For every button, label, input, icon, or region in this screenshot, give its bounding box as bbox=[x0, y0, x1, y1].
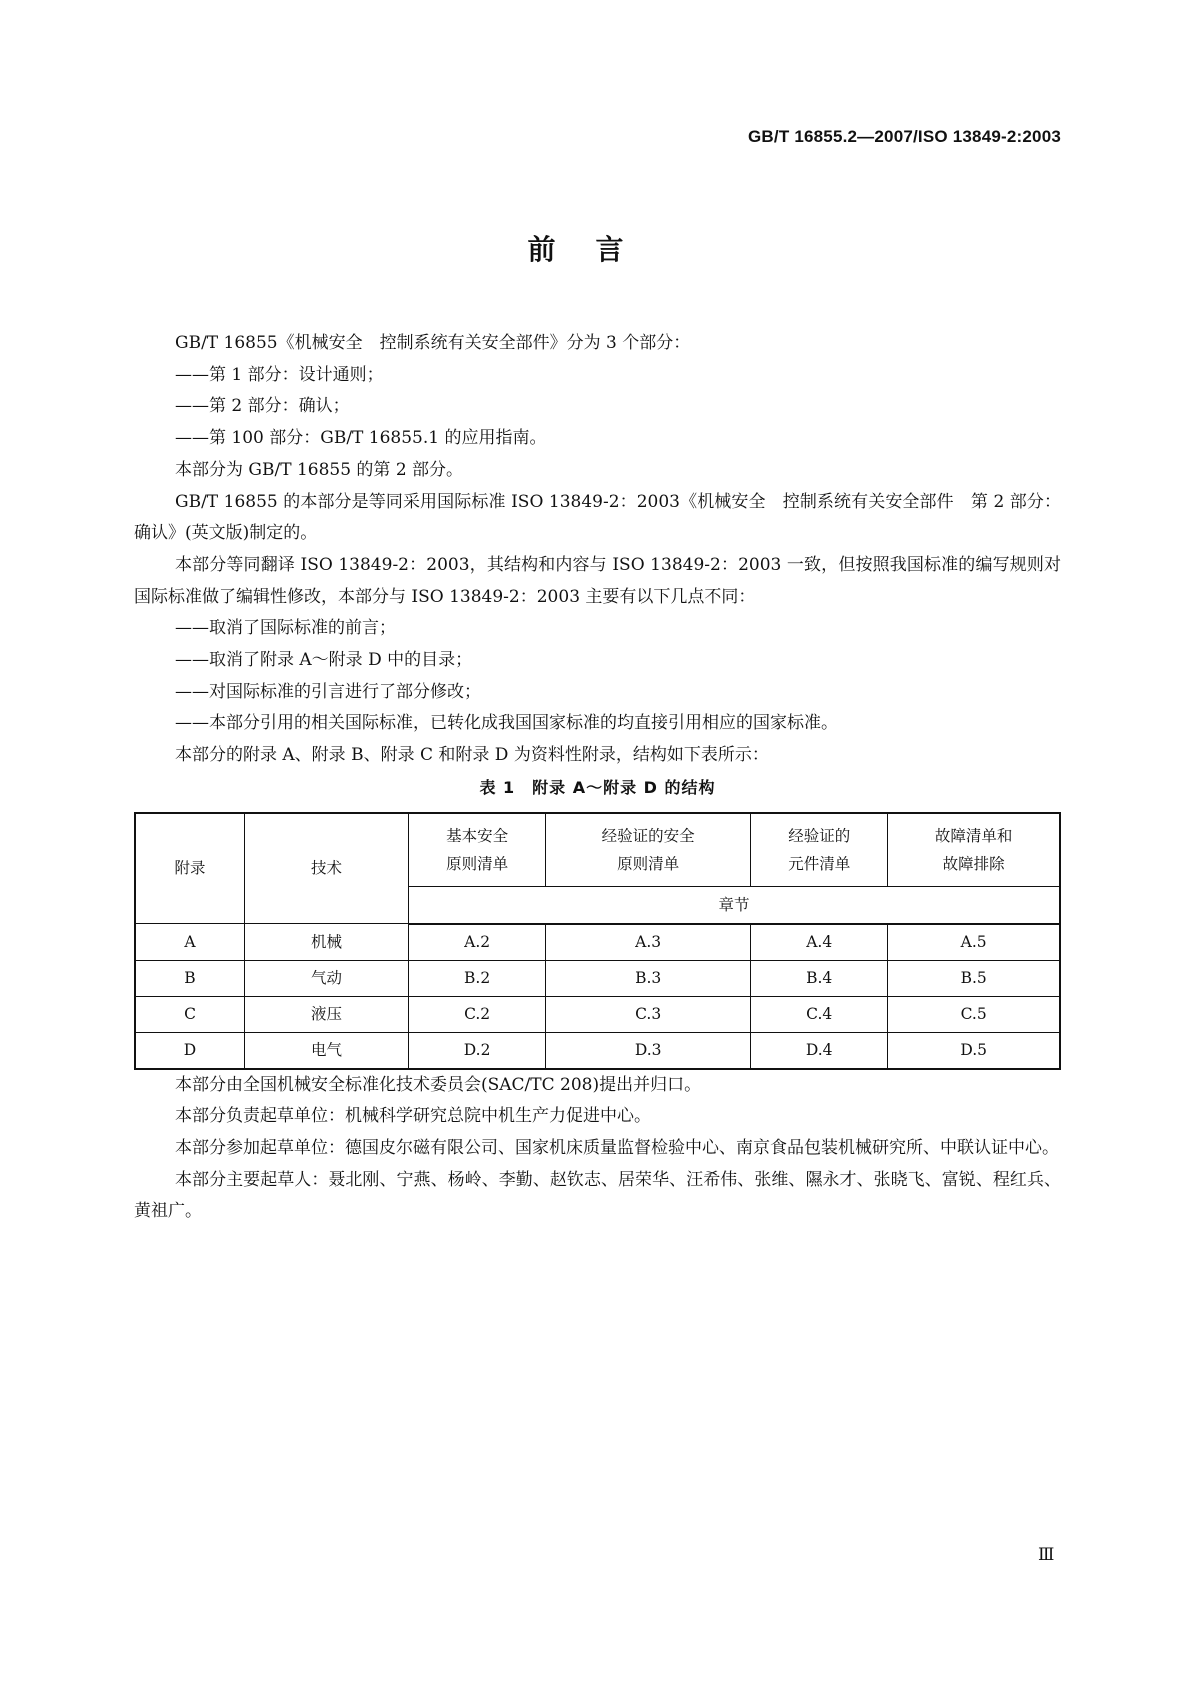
annex-cell: A bbox=[135, 924, 245, 961]
table-row bbox=[135, 960, 1060, 996]
paragraph: ——本部分引用的相关国际标准，已转化成我国国家标准的均直接引用相应的国家标准。 bbox=[175, 713, 838, 734]
clause-cell: A.2 bbox=[409, 924, 546, 961]
header-technology: 技术 bbox=[245, 813, 409, 924]
drafting-paragraphs bbox=[134, 1070, 1061, 1229]
annex-cell: D bbox=[135, 1032, 245, 1069]
page-number: Ⅲ bbox=[1038, 1545, 1055, 1565]
header-well-tried-principles: 经验证的安全 原则清单 bbox=[546, 813, 751, 887]
paragraph: GB/T 16855 的本部分是等同采用国际标准 ISO 13849-2：2003《机械安全 控制系统有关安全部件 第 2 部分：确认》(英文版)制定的。 bbox=[134, 491, 1061, 544]
paragraph: ——取消了附录 A～附录 D 中的目录； bbox=[175, 650, 473, 671]
paragraph: 本部分等同翻译 ISO 13849-2：2003，其结构和内容与 ISO 13849-2：2003 一致，但按照我国标准的编写规则对国际标准做了编辑性修改，本部分与 ISO 13849-2：2003 主要有以下几点不同： bbox=[134, 554, 1061, 607]
clause-cell: A.3 bbox=[546, 924, 751, 961]
paragraph: 本部分参加起草单位：德国皮尔磁有限公司、国家机床质量监督检验中心、南京食品包装机械研究所、中联认证中心。 bbox=[175, 1137, 1059, 1158]
paragraph: 本部分负责起草单位：机械科学研究总院中机生产力促进中心。 bbox=[175, 1106, 651, 1127]
table-header-row bbox=[135, 813, 1060, 887]
paragraph: ——第 1 部分：设计通则； bbox=[175, 364, 384, 385]
paragraph: 本部分的附录 A、附录 B、附录 C 和附录 D 为资料性附录，结构如下表所示： bbox=[175, 745, 769, 766]
paragraph: ——对国际标准的引言进行了部分修改； bbox=[175, 681, 481, 702]
technology-cell: 机械 bbox=[245, 924, 409, 961]
page-title: 前言 bbox=[527, 233, 664, 266]
paragraph: ——第 2 部分：确认； bbox=[175, 396, 350, 417]
technology-cell: 电气 bbox=[245, 1032, 409, 1069]
paragraph: ——取消了国际标准的前言； bbox=[175, 618, 396, 639]
clause-cell: B.4 bbox=[751, 960, 888, 996]
clause-cell: B.3 bbox=[546, 960, 751, 996]
paragraph: GB/T 16855《机械安全 控制系统有关安全部件》分为 3 个部分： bbox=[175, 333, 691, 353]
header-well-tried-components: 经验证的 元件清单 bbox=[751, 813, 888, 887]
clause-cell: D.4 bbox=[751, 1032, 888, 1069]
paragraph: 本部分由全国机械安全标准化技术委员会(SAC/TC 208)提出并归口。 bbox=[175, 1074, 702, 1095]
clause-cell: C.2 bbox=[409, 996, 546, 1032]
header-annex: 附录 bbox=[135, 813, 245, 924]
annex-structure-table bbox=[134, 812, 1061, 1070]
clause-cell: C.5 bbox=[888, 996, 1060, 1032]
clause-cell: A.5 bbox=[888, 924, 1060, 961]
clause-cell: B.5 bbox=[888, 960, 1060, 996]
clause-cell: C.4 bbox=[751, 996, 888, 1032]
header-basic-principles: 基本安全 原则清单 bbox=[409, 813, 546, 887]
header-clause: 章节 bbox=[409, 886, 1061, 924]
table-row bbox=[135, 996, 1060, 1032]
paragraph: 本部分为 GB/T 16855 的第 2 部分。 bbox=[175, 459, 464, 480]
clause-cell: C.3 bbox=[546, 996, 751, 1032]
header-fault-lists: 故障清单和 故障排除 bbox=[888, 813, 1060, 887]
paragraph: 本部分主要起草人：聂北刚、宁燕、杨岭、李勤、赵钦志、居荣华、汪希伟、张维、隰永才、张晓飞、富锐、程红兵、黄祖广。 bbox=[134, 1169, 1061, 1222]
table-row bbox=[135, 924, 1060, 961]
clause-cell: D.5 bbox=[888, 1032, 1060, 1069]
technology-cell: 气动 bbox=[245, 960, 409, 996]
standard-code: GB/T 16855.2—2007/ISO 13849-2:2003 bbox=[748, 127, 1061, 146]
clause-cell: B.2 bbox=[409, 960, 546, 996]
annex-cell: B bbox=[135, 960, 245, 996]
clause-cell: A.4 bbox=[751, 924, 888, 961]
paragraph: ——第 100 部分：GB/T 16855.1 的应用指南。 bbox=[175, 428, 547, 449]
technology-cell: 液压 bbox=[245, 996, 409, 1032]
foreword-paragraphs bbox=[134, 328, 1061, 772]
annex-cell: C bbox=[135, 996, 245, 1032]
clause-cell: D.2 bbox=[409, 1032, 546, 1069]
clause-cell: D.3 bbox=[546, 1032, 751, 1069]
table-row bbox=[135, 1032, 1060, 1069]
table-caption: 表 1 附录 A～附录 D 的结构 bbox=[479, 777, 716, 797]
document-body bbox=[134, 328, 1061, 1228]
